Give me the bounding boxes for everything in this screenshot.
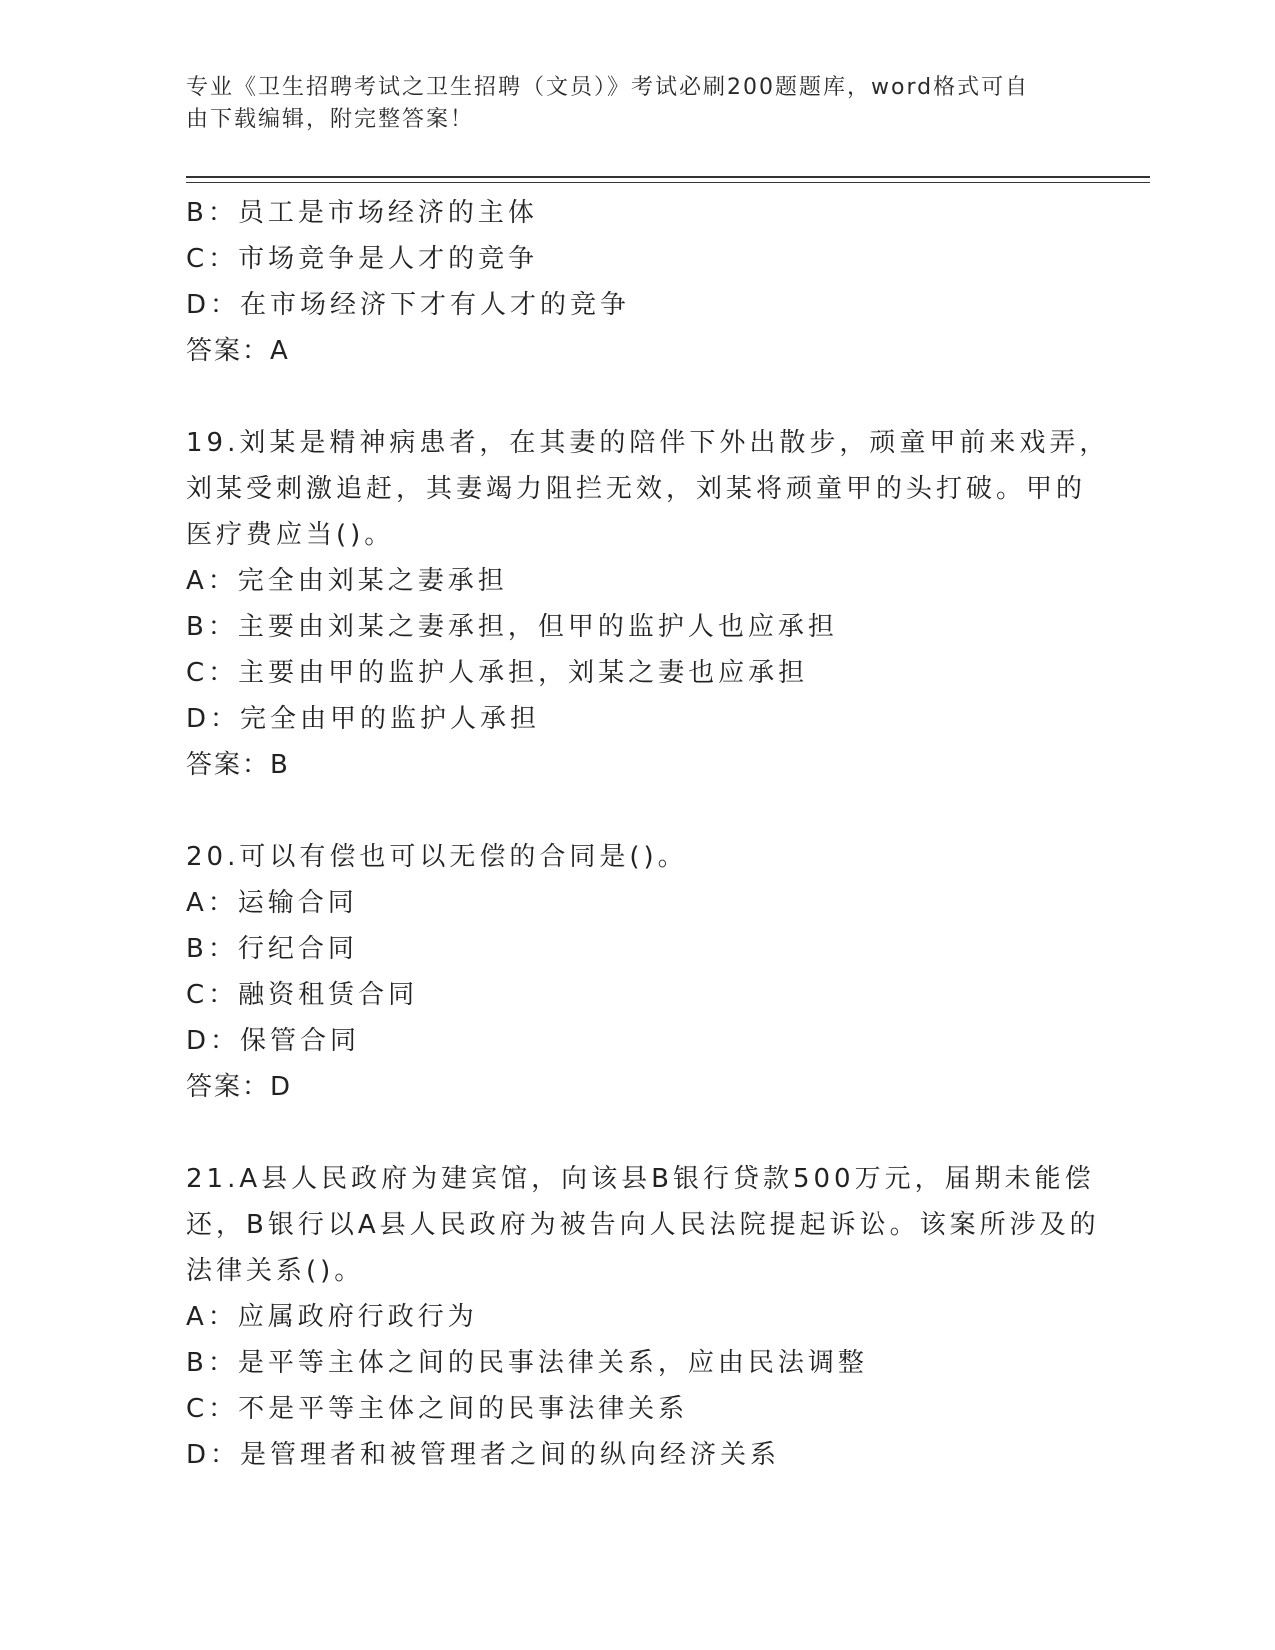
option-c: C：不是平等主体之间的民事法律关系 (186, 1394, 689, 1424)
answer-line: 答案：A (186, 336, 290, 366)
option-b: B：主要由刘某之妻承担，但甲的监护人也应承担 (186, 612, 838, 642)
question-stem-line: 21.A县人民政府为建宾馆，向该县B银行贷款500万元，届期未能偿 (186, 1164, 1095, 1194)
option-d: D：在市场经济下才有人才的竞争 (186, 290, 631, 320)
option-d: D：保管合同 (186, 1026, 361, 1056)
question-18-tail (186, 190, 1086, 374)
question-list (186, 190, 1110, 1478)
option-b: B：员工是市场经济的主体 (186, 198, 538, 228)
option-c: C：市场竞争是人才的竞争 (186, 244, 539, 274)
question-stem-line: 法律关系()。 (186, 1256, 365, 1286)
question-stem-line: 医疗费应当()。 (186, 520, 395, 550)
question-stem-line: 还，B银行以A县人民政府为被告向人民法院提起诉讼。该案所涉及的 (186, 1210, 1100, 1240)
option-d: D：是管理者和被管理者之间的纵向经济关系 (186, 1440, 781, 1470)
question-19 (186, 420, 1110, 788)
header-divider-thick (186, 176, 1150, 178)
option-a: A：完全由刘某之妻承担 (186, 566, 508, 596)
question-21 (186, 1156, 1100, 1478)
option-d: D：完全由甲的监护人承担 (186, 704, 541, 734)
question-stem-line: 刘某受刺激追赶，其妻竭力阻拦无效，刘某将顽童甲的头打破。甲的 (186, 474, 1087, 504)
option-b: B：是平等主体之间的民事法律关系，应由民法调整 (186, 1348, 868, 1378)
option-a: A：运输合同 (186, 888, 358, 918)
answer-line: 答案：B (186, 750, 290, 780)
option-c: C：主要由甲的监护人承担，刘某之妻也应承担 (186, 658, 809, 688)
option-a: A：应属政府行政行为 (186, 1302, 478, 1332)
document-header (186, 72, 1066, 136)
option-b: B：行纪合同 (186, 934, 358, 964)
option-c: C：融资租赁合同 (186, 980, 419, 1010)
header-divider-thin (186, 182, 1150, 183)
header-line-1: 专业《卫生招聘考试之卫生招聘（文员）》考试必刷200题题库，word格式可自 (186, 75, 1030, 100)
spacer (186, 374, 1086, 420)
answer-line: 答案：D (186, 1072, 293, 1102)
question-20 (186, 834, 1086, 1110)
question-stem-line: 20.可以有偿也可以无偿的合同是()。 (186, 842, 688, 872)
spacer (186, 788, 1086, 834)
question-stem-line: 19.刘某是精神病患者，在其妻的陪伴下外出散步，顽童甲前来戏弄， (186, 428, 1110, 458)
header-line-2: 由下载编辑，附完整答案！ (186, 107, 475, 132)
spacer (186, 1110, 1086, 1156)
